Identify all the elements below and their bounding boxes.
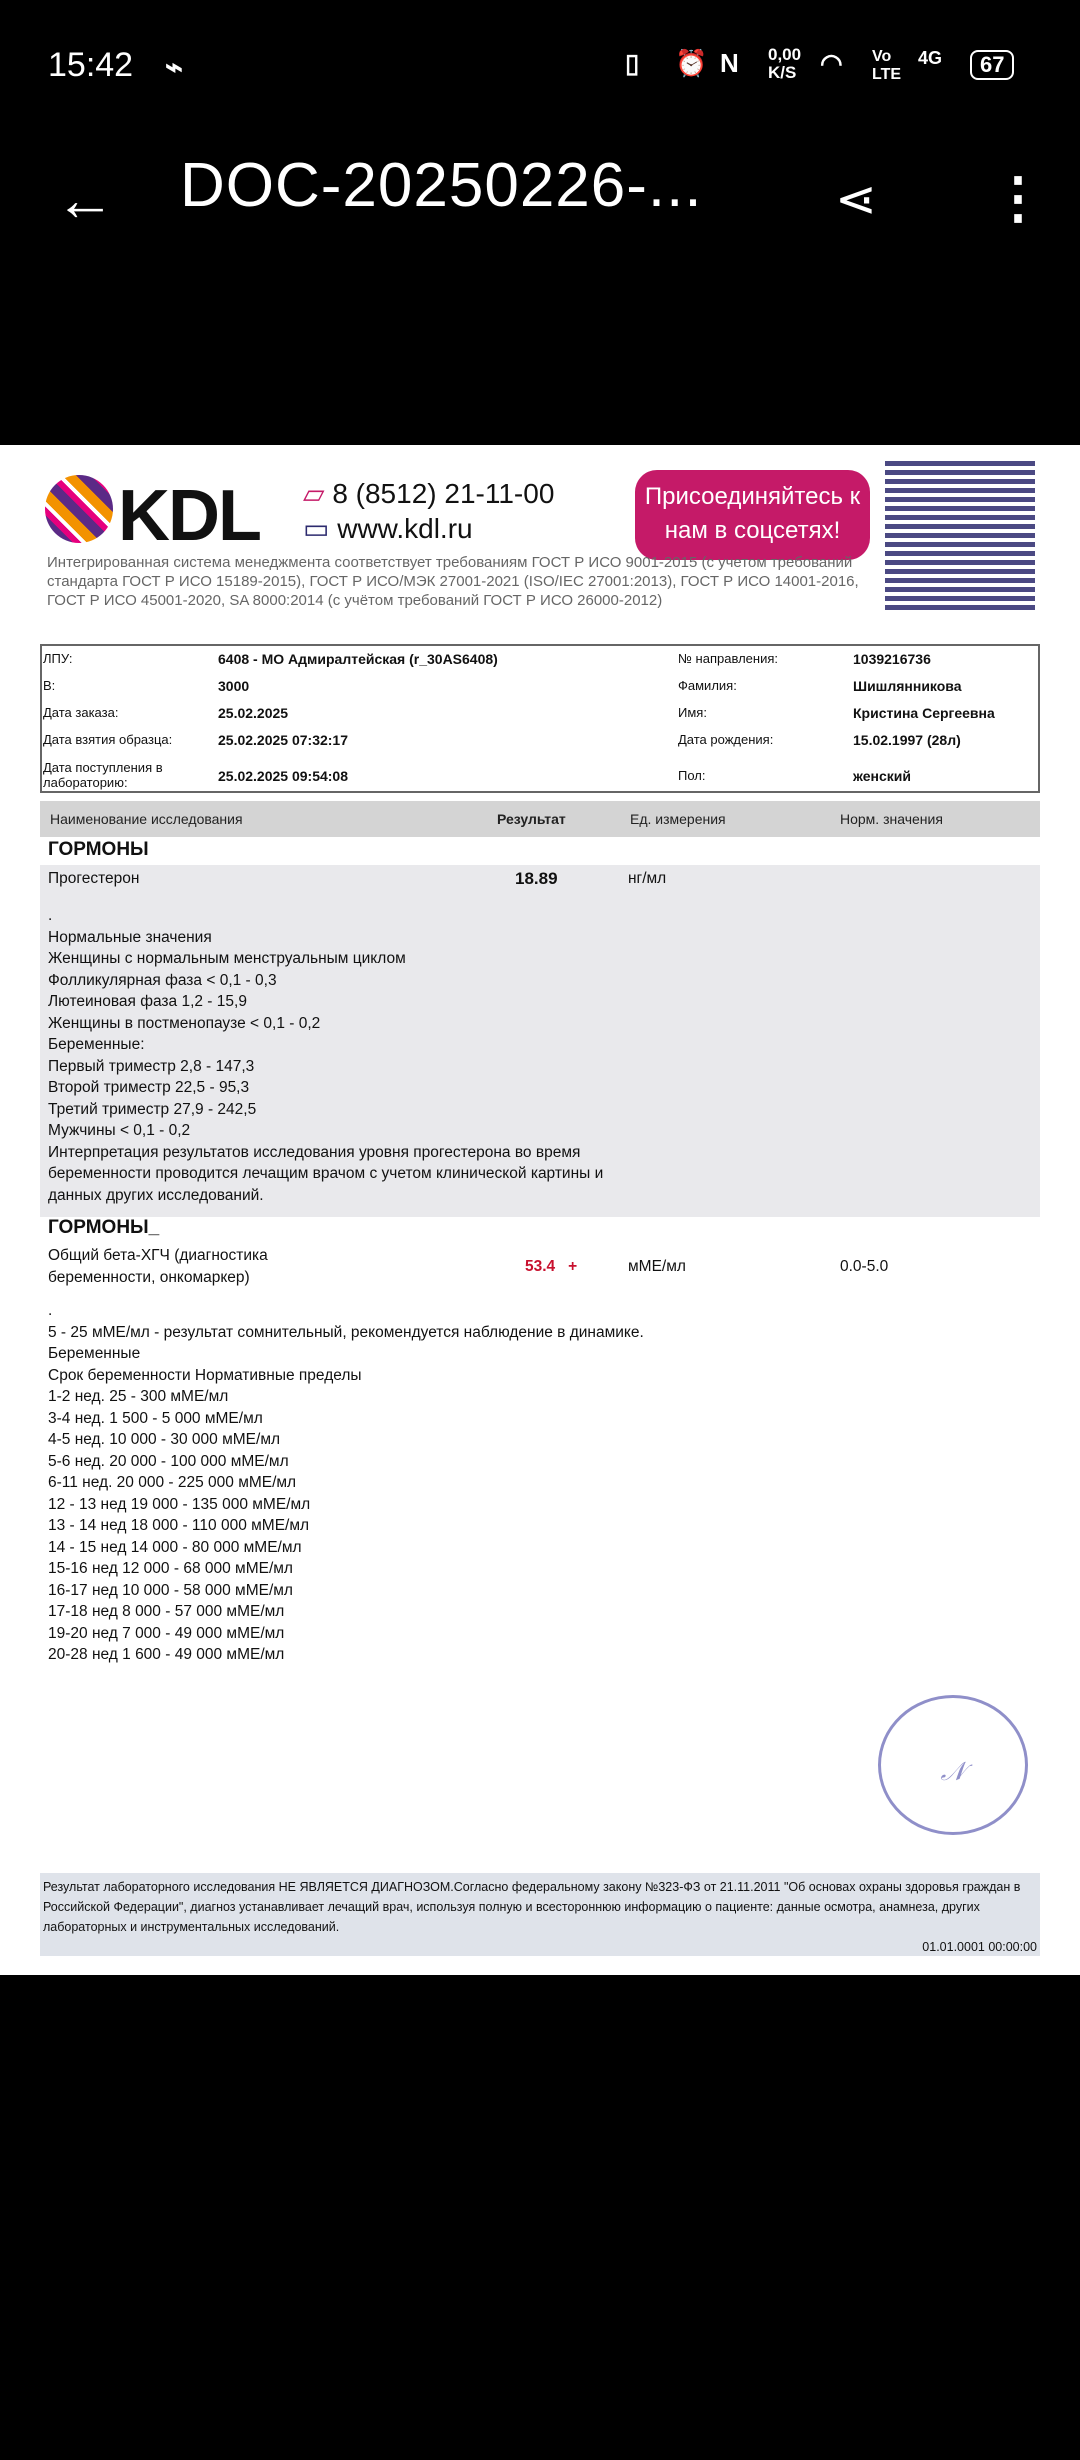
- document-page: [0, 445, 1080, 1975]
- info-label: Пол:: [678, 768, 706, 783]
- test-name: Общий бета-ХГЧ (диагностика беременности, онкомаркер): [48, 1247, 268, 1286]
- note-line: 5 - 25 мМЕ/мл - результат сомнительный, рекомендуется наблюдение в динамике.: [48, 1323, 644, 1341]
- battery-indicator: 67: [970, 50, 1014, 80]
- net-speed: 0,00 K/S: [768, 45, 802, 82]
- info-value: 6408 - МО Адмиралтейская (r_30AS6408): [218, 651, 498, 667]
- note-line: 20-28 нед 1 600 - 49 000 мМЕ/мл: [48, 1646, 285, 1663]
- results-table-header: [40, 801, 1040, 837]
- info-value: 25.02.2025: [218, 705, 289, 721]
- monitor-icon: ▭: [303, 513, 338, 544]
- info-label: В:: [43, 678, 56, 693]
- info-value: Шишлянникова: [853, 678, 962, 694]
- section-title: ГОРМОНЫ_: [48, 1217, 160, 1238]
- footer-date: 01.01.0001 00:00:00: [922, 1940, 1037, 1954]
- note-line: Срок беременности Нормативные пределы: [48, 1366, 362, 1384]
- note-line: Лютеиновая фаза 1,2 - 15,9: [48, 993, 247, 1010]
- note-line: 17-18 нед 8 000 - 57 000 мМЕ/мл: [48, 1603, 285, 1620]
- info-value: 25.02.2025 07:32:17: [218, 732, 348, 748]
- social-banner: Присоединяйтесь к нам в соцсетях!: [635, 470, 870, 560]
- note-line: 19-20 нед 7 000 - 49 000 мМЕ/мл: [48, 1624, 285, 1642]
- qr-code: [885, 460, 1035, 610]
- info-value: женский: [853, 768, 911, 784]
- note-line: 6-11 нед. 20 000 - 225 000 мМЕ/мл: [48, 1474, 297, 1491]
- note-line: Третий триместр 27,9 - 242,5: [48, 1100, 257, 1118]
- note-line: .: [48, 907, 53, 924]
- alarm-icon: ⏰: [675, 48, 708, 78]
- note-line: 13 - 14 нед 18 000 - 110 000 мМЕ/мл: [48, 1517, 310, 1534]
- note-line: Второй триместр 22,5 - 95,3: [48, 1079, 250, 1096]
- note-line: 1-2 нед. 25 - 300 мМЕ/мл: [48, 1388, 229, 1405]
- test-norm: 0.0-5.0: [840, 1258, 889, 1275]
- note-line: Первый триместр 2,8 - 147,3: [48, 1057, 255, 1075]
- test-result: 53.4 +: [525, 1258, 578, 1275]
- volte-label: Vo LTE: [872, 48, 902, 83]
- iso-statement: Интегрированная система менеджмента соответствует требованиям ГОСТ Р ИСО 9001-2015 (с учетом требований стандарта ГОСТ Р ИСО 15189-2015), ГОСТ Р ИСО/МЭК 27001-2021 (ISO/IEC 27001:2013), ГОСТ Р ИСО 14001-2016, ГОСТ Р ИСО 45001-2020, SA 8000:2014 (с учётом требований ГОСТ Р ИСО 26000-2012): [47, 554, 859, 609]
- abnormal-flag: +: [568, 1258, 578, 1275]
- biologist-stamp: 𝒩: [878, 1695, 1028, 1835]
- info-value: 15.02.1997 (28л): [853, 732, 961, 748]
- note-line: Нормальные значения: [48, 928, 212, 946]
- note-line: Интерпретация результатов исследования уровня прогестерона во время: [48, 1143, 581, 1161]
- note-line: 12 - 13 нед 19 000 - 135 000 мМЕ/мл: [48, 1495, 311, 1513]
- col-name: Наименование исследования: [50, 811, 243, 827]
- wifi-icon: ◠: [820, 48, 843, 78]
- note-line: 16-17 нед 10 000 - 58 000 мМЕ/мл: [48, 1581, 293, 1599]
- info-label: Дата заказа:: [43, 705, 119, 720]
- col-result: Результат: [497, 811, 566, 827]
- info-value: 3000: [218, 678, 250, 694]
- note-line: 14 - 15 нед 14 000 - 80 000 мМЕ/мл: [48, 1538, 302, 1556]
- note-line: 3-4 нед. 1 500 - 5 000 мМЕ/мл: [48, 1409, 263, 1427]
- test-result: 18.89: [515, 869, 558, 888]
- document-title: DOC-20250226-...: [180, 151, 703, 220]
- network-label: 4G: [918, 48, 943, 68]
- note-line: Женщины в постменопаузе < 0,1 - 0,2: [48, 1014, 321, 1032]
- status-time: 15:42: [48, 46, 134, 84]
- section-title: ГОРМОНЫ: [48, 839, 149, 860]
- back-button[interactable]: ←: [55, 166, 115, 233]
- info-label: Дата взятия образца:: [43, 732, 173, 747]
- info-label: Дата поступления в лабораторию:: [43, 760, 163, 790]
- info-label: Фамилия:: [678, 678, 737, 693]
- info-label: Имя:: [678, 705, 707, 720]
- info-value: 25.02.2025 09:54:08: [218, 768, 348, 784]
- note-line: 4-5 нед. 10 000 - 30 000 мМЕ/мл: [48, 1431, 281, 1448]
- share-icon[interactable]: ⋖: [835, 171, 877, 227]
- note-line: данных других исследований.: [48, 1186, 264, 1204]
- note-line: беременности проводится лечащим врачом с учетом клинической картины и: [48, 1165, 604, 1182]
- info-label: № направления:: [678, 651, 778, 666]
- disclaimer-footer: [40, 1873, 1040, 1956]
- test-unit: мМЕ/мл: [628, 1258, 686, 1275]
- brand-logo: KDL: [118, 476, 260, 556]
- more-options-button[interactable]: ⋮: [990, 166, 1046, 229]
- disclaimer-text: Результат лабораторного исследования НЕ ЯВЛЯЕТСЯ ДИАГНОЗОМ.Согласно федеральному закону №323-ФЗ от 21.11.2011 "Об основах охраны здоровья граждан в Российской Федерации", диагноз устанавливает лечащий врач, используя полную и всестороннюю информацию о пациенте: данные осмотра, анамнеза, других лабораторных и инструментальных исследований.: [43, 1880, 1021, 1934]
- note-line: Женщины с нормальным менструальным циклом: [48, 950, 406, 967]
- info-label: Дата рождения:: [678, 732, 774, 747]
- note-line: 5-6 нед. 20 000 - 100 000 мМЕ/мл: [48, 1452, 289, 1470]
- note-line: Беременные: [48, 1345, 141, 1362]
- info-label: ЛПУ:: [43, 651, 73, 666]
- info-value: Кристина Сергеевна: [853, 705, 995, 721]
- test-unit: нг/мл: [628, 870, 667, 887]
- col-unit: Ед. измерения: [630, 811, 726, 827]
- note-line: Фолликулярная фаза < 0,1 - 0,3: [48, 971, 277, 989]
- phone: ▱ 8 (8512) 21-11-00: [303, 478, 555, 509]
- nfc-icon: N: [720, 48, 739, 78]
- test-name: Прогестерон: [48, 870, 140, 887]
- website: ▭ www.kdl.ru: [303, 513, 473, 544]
- broom-icon: ⌁: [165, 51, 184, 84]
- col-norm: Норм. значения: [840, 811, 943, 827]
- vibrate-icon: ▯: [625, 48, 640, 78]
- kdl-logo-icon: [45, 475, 113, 543]
- info-value: 1039216736: [853, 651, 931, 667]
- note-line: Беременные:: [48, 1036, 145, 1053]
- note-line: Мужчины < 0,1 - 0,2: [48, 1122, 191, 1139]
- phone-icon: ▱: [303, 478, 333, 509]
- note-line: .: [48, 1302, 53, 1319]
- note-line: 15-16 нед 12 000 - 68 000 мМЕ/мл: [48, 1560, 293, 1577]
